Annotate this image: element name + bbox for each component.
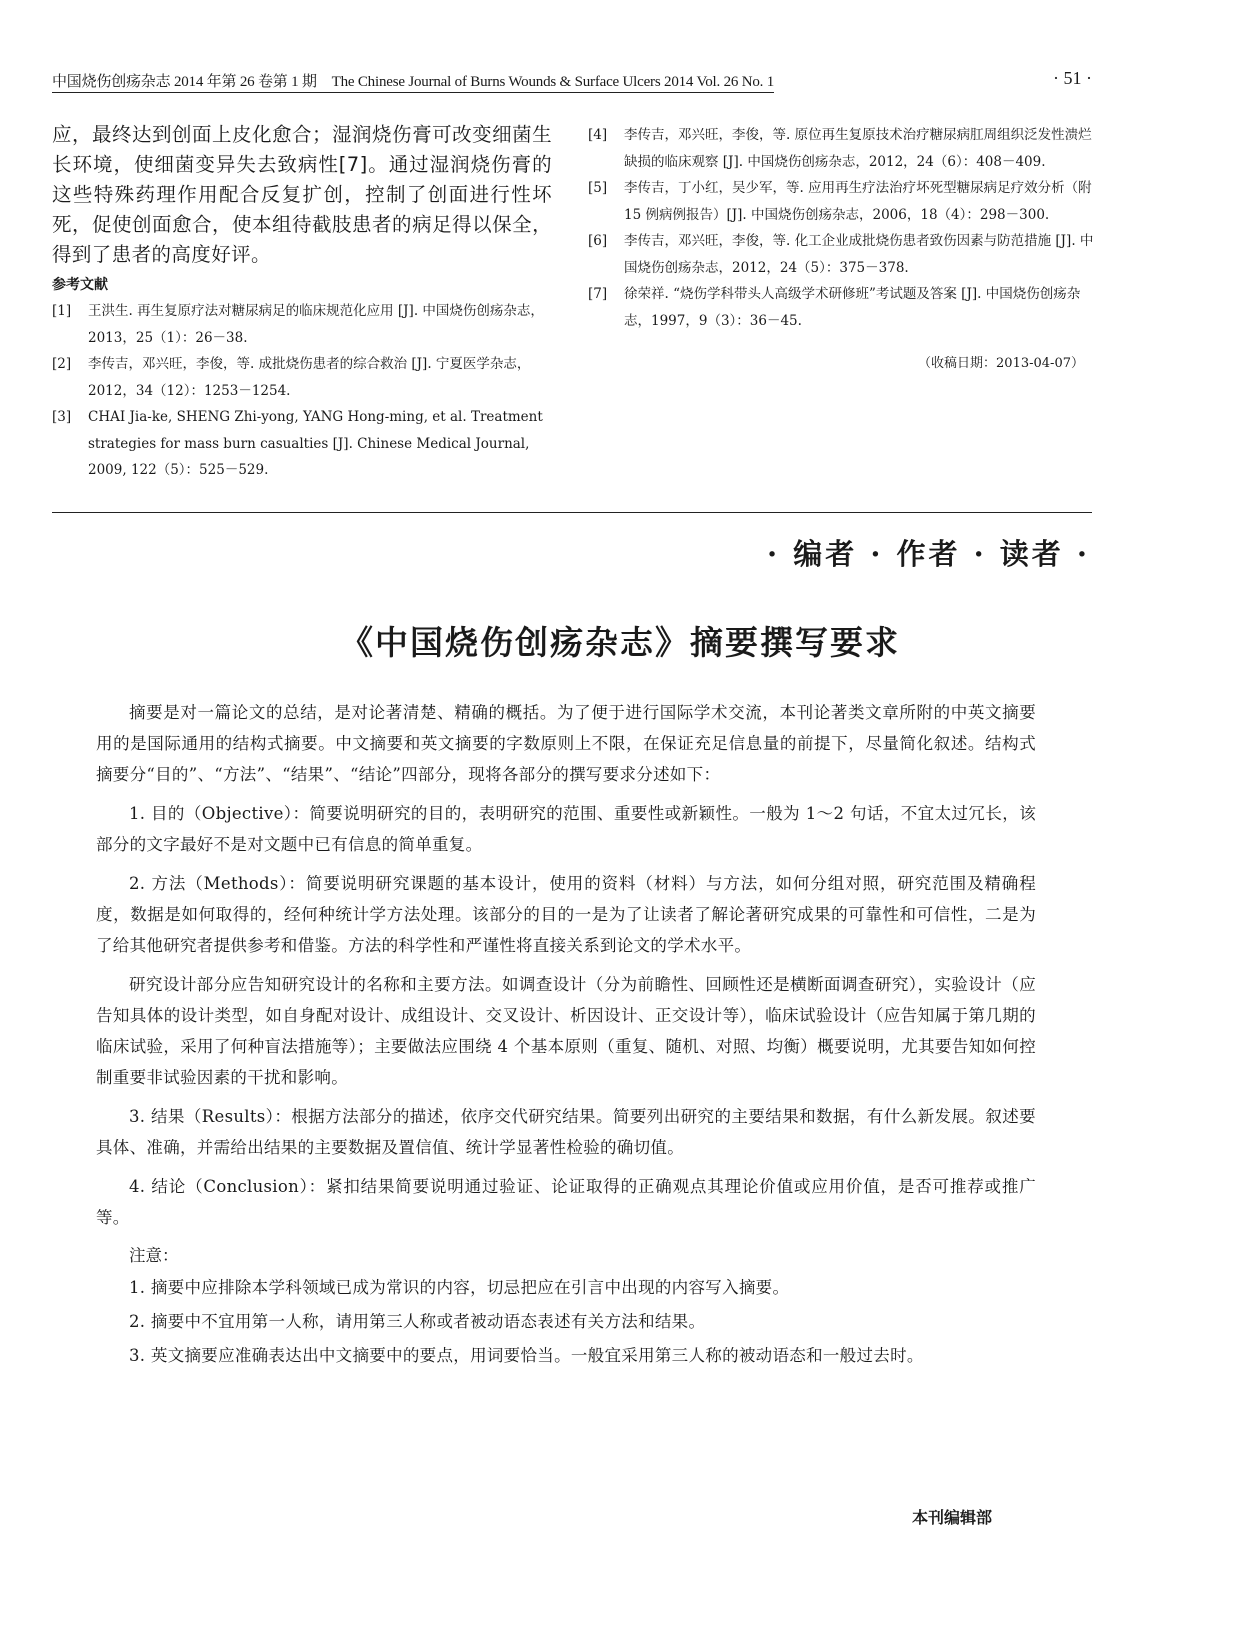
article-title: 《中国烧伤创疡杂志》摘要撰写要求 bbox=[340, 623, 900, 662]
page-number: · 51 · bbox=[1053, 68, 1092, 88]
note-item: 1. 摘要中应排除本学科领域已成为常识的内容，切忌把应在引言中出现的内容写入摘要。 bbox=[129, 1278, 790, 1297]
note-item: 3. 英文摘要应准确表达出中文摘要中的要点，用词要恰当。一般宜采用第三人称的被动语态和一般过去时。 bbox=[129, 1346, 924, 1365]
article-paragraph: 3. 结果（Results）：根据方法部分的描述，依序交代研究结果。简要列出研究的主要结果和数据，有什么新发展。叙述要具体、准确，并需给出结果的主要数据及置信值、统计学显著性检验的确切值。 bbox=[96, 1107, 1036, 1157]
reference-number: [1] bbox=[52, 303, 72, 319]
editorial-signature: 本刊编辑部 bbox=[911, 1508, 992, 1527]
reference-text: 李传吉，邓兴旺，李俊，等. 成批烧伤患者的综合救治 [J]. 宁夏医学杂志，2012，34（12）：1253－1254. bbox=[88, 356, 531, 399]
left-column bbox=[52, 120, 552, 484]
reference-text: CHAI Jia-ke, SHENG Zhi-yong, YANG Hong-ming, et al. Treatment strategies for mass burn casualties [J]. Chinese Medical Journal, 2009, 122（5）：525－529. bbox=[88, 409, 543, 478]
reference-number: [7] bbox=[588, 286, 608, 302]
article-paragraph: 1. 目的（Objective）：简要说明研究的目的，表明研究的范围、重要性或新颖性。一般为 1～2 句话，不宜太过冗长，该部分的文字最好不是对文题中已有信息的简单重复。 bbox=[96, 804, 1036, 854]
reference-text: 王洪生. 再生复原疗法对糖尿病足的临床规范化应用 [J]. 中国烧伤创疡杂志，2013，25（1）：26－38. bbox=[88, 303, 544, 346]
reference-item bbox=[588, 281, 1098, 334]
article-paragraph: 摘要是对一篇论文的总结，是对论著清楚、精确的概括。为了便于进行国际学术交流，本刊论著类文章所附的中英文摘要用的是国际通用的结构式摘要。中文摘要和英文摘要的字数原则上不限，在保证充足信息量的前提下，尽量简化叙述。结构式摘要分“目的”、“方法”、“结果”、“结论”四部分，现将各部分的撰写要求分述如下： bbox=[96, 703, 1036, 784]
received-date: （收稿日期：2013-04-07） bbox=[918, 356, 1084, 371]
reference-item bbox=[52, 298, 552, 351]
reference-item bbox=[588, 175, 1098, 228]
running-header bbox=[52, 66, 1092, 96]
section-divider bbox=[52, 512, 1092, 513]
reference-text: 李传吉，邓兴旺，李俊，等. 化工企业成批烧伤患者致伤因素与防范措施 [J]. 中国烧伤创疡杂志，2012，24（5）：375－378. bbox=[624, 233, 1094, 276]
right-column bbox=[588, 122, 1098, 371]
article-paragraph: 2. 方法（Methods）：简要说明研究课题的基本设计，使用的资料（材料）与方法，如何分组对照，研究范围及精确程度，数据是如何取得的，经何种统计学方法处理。该部分的目的一是为了让读者了解论著研究成果的可靠性和可信性，二是为了给其他研究者提供参考和借鉴。方法的科学性和严谨性将直接关系到论文的学术水平。 bbox=[96, 874, 1036, 955]
reference-item bbox=[52, 404, 552, 484]
article-paragraph: 研究设计部分应告知研究设计的名称和主要方法。如调查设计（分为前瞻性、回顾性还是横断面调查研究），实验设计（应告知具体的设计类型，如自身配对设计、成组设计、交叉设计、析因设计、正交设计等），临床试验设计（应告知属于第几期的临床试验，采用了何种盲法措施等）；主要做法应围绕 4 个基本原则（重复、随机、对照、均衡）概要说明，尤其要告知如何控制重要非试验因素的干扰和影响。 bbox=[96, 975, 1036, 1087]
reference-text: 李传吉，邓兴旺，李俊，等. 原位再生复原技术治疗糖尿病肛周组织泛发性溃烂缺损的临床观察 [J]. 中国烧伤创疡杂志，2012，24（6）：408－409. bbox=[624, 127, 1092, 170]
article-body bbox=[96, 697, 1036, 1375]
body-paragraph: 应，最终达到创面上皮化愈合；湿润烧伤膏可改变细菌生长环境，使细菌变异失去致病性[7]。通过湿润烧伤膏的这些特殊药理作用配合反复扩创，控制了创面进行性坏死，促使创面愈合，使本组待截肢患者的病足得以保全，得到了患者的高度好评。 bbox=[52, 123, 552, 266]
reference-number: [6] bbox=[588, 233, 608, 249]
note-item: 2. 摘要中不宜用第一人称，请用第三人称或者被动语态表述有关方法和结果。 bbox=[129, 1312, 706, 1331]
reference-number: [3] bbox=[52, 409, 72, 425]
journal-header: 中国烧伤创疡杂志 2014 年第 26 卷第 1 期 The Chinese Journal of Burns Wounds & Surface Ulcers 2014 Vol. 26 No. 1 bbox=[52, 70, 774, 93]
reference-number: [4] bbox=[588, 127, 608, 143]
reference-item bbox=[52, 351, 552, 404]
section-tag: · 编者 · 作者 · 读者 · bbox=[767, 537, 1090, 571]
reference-text: 徐荣祥. “烧伤学科带头人高级学术研修班”考试题及答案 [J]. 中国烧伤创疡杂志，1997，9（3）：36－45. bbox=[624, 286, 1081, 329]
references-title: 参考文献 bbox=[52, 277, 108, 293]
reference-item bbox=[588, 122, 1098, 175]
reference-number: [2] bbox=[52, 356, 72, 372]
reference-item bbox=[588, 228, 1098, 281]
reference-number: [5] bbox=[588, 180, 608, 196]
article-paragraph: 4. 结论（Conclusion）：紧扣结果简要说明通过验证、论证取得的正确观点其理论价值或应用价值，是否可推荐或推广等。 bbox=[96, 1177, 1036, 1227]
notes-label: 注意： bbox=[129, 1246, 179, 1265]
reference-text: 李传吉，丁小红，吴少军，等. 应用再生疗法治疗坏死型糖尿病足疗效分析（附 15 例病例报告）[J]. 中国烧伤创疡杂志，2006，18（4）：298－300. bbox=[624, 180, 1092, 223]
